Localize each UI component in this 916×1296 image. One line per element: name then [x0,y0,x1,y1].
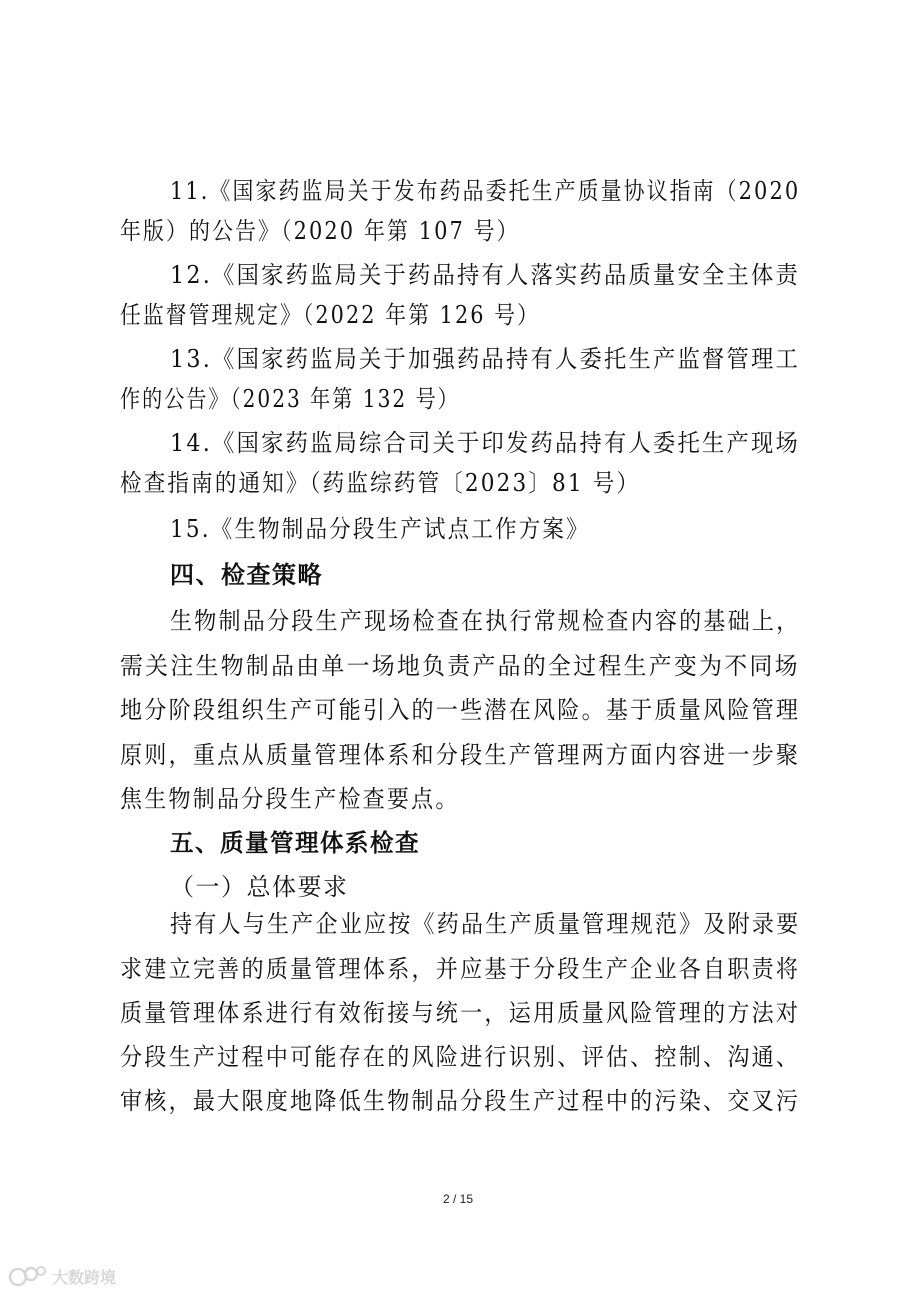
section-heading: 四、检查策略 [170,561,323,589]
text-line: 原则，重点从质量管理体系和分段生产管理两方面内容进一步聚 [120,741,801,769]
text-line: 持有人与生产企业应按《药品生产质量管理规范》及附录要 [170,910,801,938]
text-line: 审核，最大限度地降低生物制品分段生产过程中的污染、交叉污 [120,1087,801,1115]
text-line: 14.《国家药监局综合司关于印发药品持有人委托生产现场 [170,429,800,457]
subsection-heading: （一）总体要求 [170,873,349,901]
watermark-text: 大数跨境 [52,1267,117,1287]
section-heading: 五、质量管理体系检查 [170,829,421,857]
text-line: 质量管理体系进行有效衔接与统一，运用质量风险管理的方法对 [120,999,801,1027]
text-line: 13.《国家药监局关于加强药品持有人委托生产监督管理工 [170,345,800,373]
text-line: 生物制品分段生产现场检查在执行常规检查内容的基础上， [170,607,801,635]
text-line: 分段生产过程中可能存在的风险进行识别、评估、控制、沟通、 [120,1043,801,1071]
text-line: 地分阶段组织生产可能引入的一些潜在风险。基于质量风险管理 [120,696,801,724]
text-line: 任监督管理规定》（2022 年第 126 号） [120,301,540,329]
text-line: 检查指南的通知》（药监综药管〔2023〕81 号） [120,469,641,497]
text-line: 11.《国家药监局关于发布药品委托生产质量协议指南（2020 [170,177,801,205]
text-line: 需关注生物制品由单一场地负责产品的全过程生产变为不同场 [120,652,800,680]
watermark-logo-icon [8,1264,48,1288]
text-line: 年版）的公告》（2020 年第 107 号） [120,217,520,245]
text-line: 12.《国家药监局关于药品持有人落实药品质量安全主体责 [170,261,800,289]
text-line: 求建立完善的质量管理体系，并应基于分段生产企业各自职责将 [120,955,801,983]
watermark [8,1264,116,1288]
text-line: 作的公告》（2023 年第 132 号） [120,385,460,413]
page-number: 2 / 15 [442,1192,474,1206]
text-line: 15.《生物制品分段生产试点工作方案》 [170,515,590,543]
text-line: 焦生物制品分段生产检查要点。 [120,785,460,813]
